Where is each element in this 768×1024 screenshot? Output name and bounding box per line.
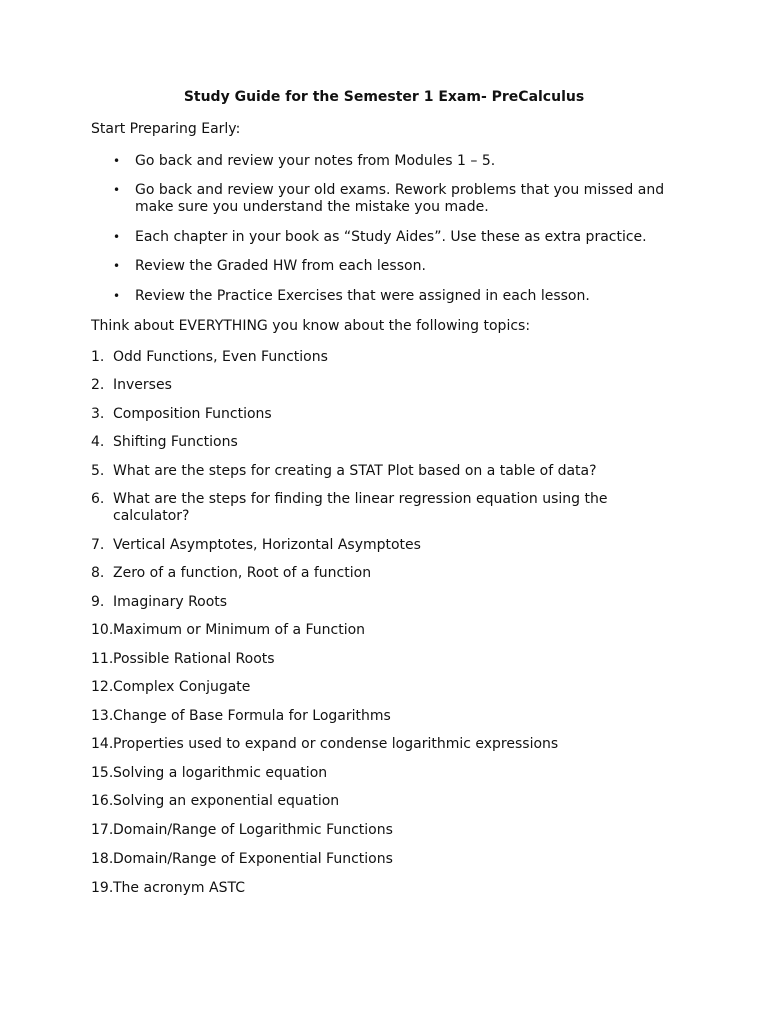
topic-number: 4. [91, 434, 105, 450]
topic-text: Imaginary Roots [113, 594, 228, 610]
topic-text: Odd Functions, Even Functions [113, 349, 328, 365]
bullet-icon: • [113, 154, 121, 168]
topics-intro-text: Think about EVERYTHING you know about the following topics: [91, 318, 531, 334]
bullet-icon: • [113, 259, 121, 273]
topic-text: Solving an exponential equation [113, 793, 340, 809]
topic-text: What are the steps for finding the linear regression equation using the calculator? [113, 491, 608, 524]
topic-number: 6. [91, 491, 105, 507]
topic-number: 12. [91, 679, 114, 695]
topic-text: Zero of a function, Root of a function [113, 565, 372, 581]
topic-text: Vertical Asymptotes, Horizontal Asymptotes [113, 537, 421, 553]
bullet-text: Review the Practice Exercises that were assigned in each lesson. [135, 288, 590, 304]
bullet-icon: • [113, 289, 121, 303]
topic-number: 5. [91, 463, 105, 479]
topic-text: Domain/Range of Logarithmic Functions [113, 822, 393, 838]
topic-number: 13. [91, 708, 114, 724]
topic-text: Shifting Functions [113, 434, 238, 450]
topic-number: 14. [91, 736, 114, 752]
topic-text: Solving a logarithmic equation [113, 765, 328, 781]
topic-text: Complex Conjugate [113, 679, 251, 695]
intro-text: Start Preparing Early: [91, 121, 241, 137]
bullet-icon: • [113, 230, 121, 244]
topic-text: Properties used to expand or condense logarithmic expressions [113, 736, 559, 752]
topic-number: 11. [91, 651, 114, 667]
topic-text: The acronym ASTC [113, 880, 245, 896]
bullet-text: Go back and review your old exams. Rework problems that you missed and make sure you understand the mistake you made. [135, 182, 665, 215]
topic-text: Maximum or Minimum of a Function [113, 622, 366, 638]
topic-number: 1. [91, 349, 105, 365]
bullet-text: Each chapter in your book as “Study Aides”. Use these as extra practice. [135, 229, 647, 245]
topic-number: 17. [91, 822, 114, 838]
topic-number: 10. [91, 622, 114, 638]
topic-number: 16. [91, 793, 114, 809]
topic-text: Possible Rational Roots [113, 651, 275, 667]
topic-text: Inverses [113, 377, 172, 393]
topic-text: What are the steps for creating a STAT Plot based on a table of data? [113, 463, 597, 479]
bullet-icon: • [113, 183, 121, 197]
topic-number: 2. [91, 377, 105, 393]
topic-number: 18. [91, 851, 114, 867]
bullet-text: Review the Graded HW from each lesson. [135, 258, 426, 274]
topic-number: 19. [91, 880, 114, 896]
topic-number: 15. [91, 765, 114, 781]
topic-number: 3. [91, 406, 105, 422]
bullet-text: Go back and review your notes from Modules 1 – 5. [135, 153, 496, 169]
topic-number: 9. [91, 594, 105, 610]
topic-text: Domain/Range of Exponential Functions [113, 851, 393, 867]
topic-text: Composition Functions [113, 406, 272, 422]
topic-number: 7. [91, 537, 105, 553]
topic-text: Change of Base Formula for Logarithms [113, 708, 391, 724]
topic-number: 8. [91, 565, 105, 581]
document-title: Study Guide for the Semester 1 Exam- PreCalculus [183, 89, 585, 105]
